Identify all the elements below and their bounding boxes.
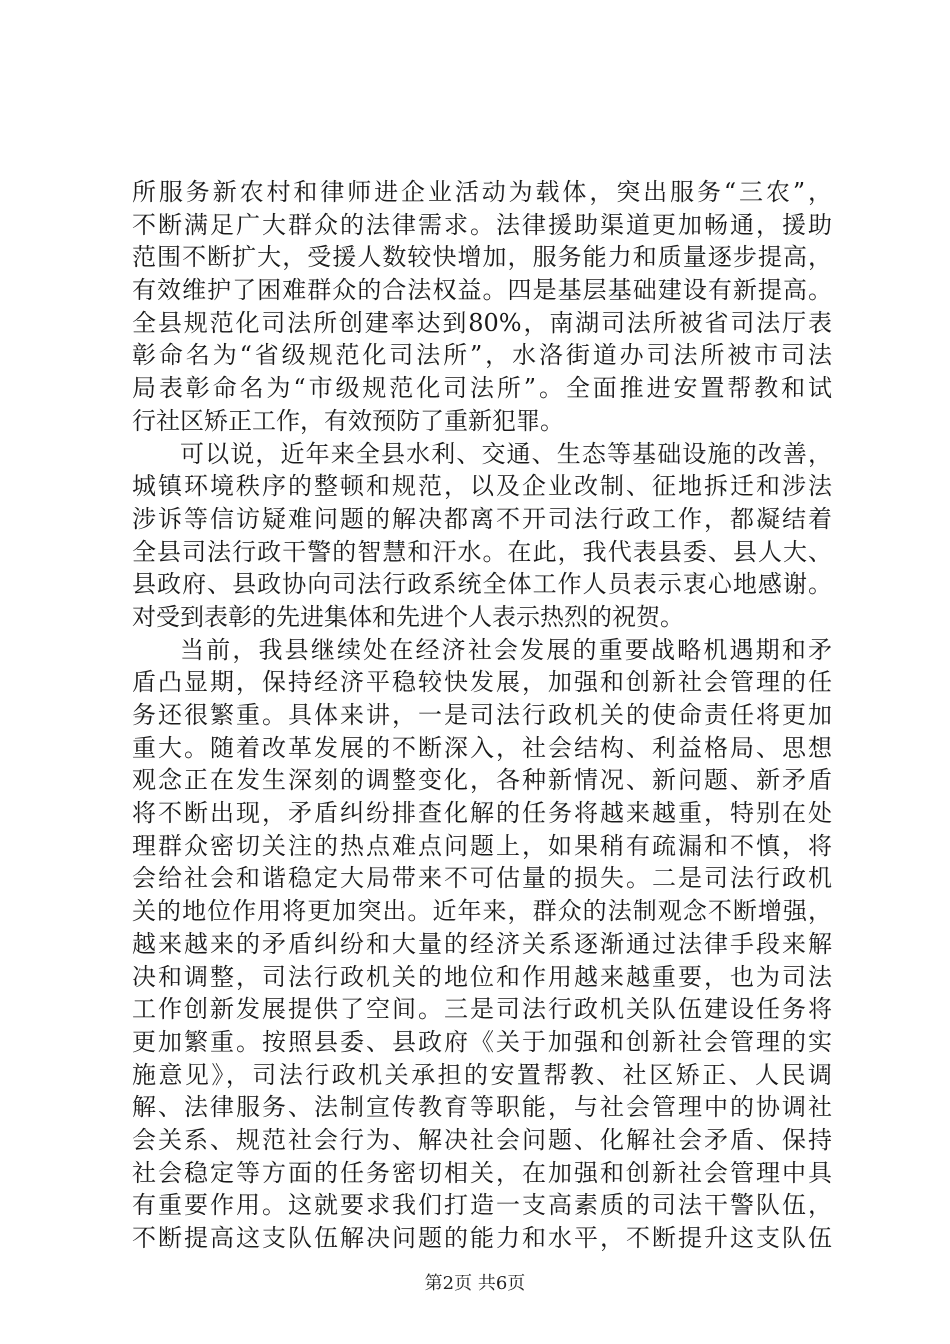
text-line: 涉诉等信访疑难问题的解决都离不开司法行政工作，都凝结着	[132, 504, 832, 533]
text-line: 越来越来的矛盾纠纷和大量的经济关系逐渐通过法律手段来解	[132, 929, 832, 958]
text-line: 不断提高这支队伍解决问题的能力和水平，不断提升这支队伍	[132, 1224, 832, 1252]
text-line: 务还很繁重。具体来讲，一是司法行政机关的使命责任将更加	[132, 701, 832, 729]
text-line: 工作创新发展提供了空间。三是司法行政机关队伍建设任务将	[132, 995, 832, 1024]
text-line: 全县规范化司法所创建率达到80%，南湖司法所被省司法厅表	[132, 308, 832, 337]
text-line: 当前，我县继续处在经济社会发展的重要战略机遇期和矛	[180, 635, 832, 664]
text-line: 更加繁重。按照县委、县政府《关于加强和创新社会管理的实	[132, 1027, 832, 1056]
text-line: 有重要作用。这就要求我们打造一支高素质的司法干警队伍，	[132, 1191, 832, 1220]
text-line: 不断满足广大群众的法律需求。法律援助渠道更加畅通，援助	[132, 210, 832, 239]
text-line: 县政府、县政协向司法行政系统全体工作人员表示衷心地感谢。	[132, 570, 832, 599]
text-line: 城镇环境秩序的整顿和规范，以及企业改制、征地拆迁和涉法	[132, 472, 832, 501]
text-line: 行社区矫正工作，有效预防了重新犯罪。	[132, 406, 564, 435]
text-line: 对受到表彰的先进集体和先进个人表示热烈的祝贺。	[132, 602, 684, 631]
text-line: 重大。随着改革发展的不断深入，社会结构、利益格局、思想	[132, 733, 832, 762]
text-line: 将不断出现，矛盾纠纷排查化解的任务将越来越重，特别在处	[132, 799, 832, 828]
text-line: 决和调整，司法行政机关的地位和作用越来越重要，也为司法	[132, 962, 832, 991]
text-line: 观念正在发生深刻的调整变化，各种新情况、新问题、新矛盾	[132, 766, 832, 795]
body-text	[132, 176, 832, 1255]
text-line: 关的地位作用将更加突出。近年来，群众的法制观念不断增强，	[132, 897, 832, 926]
text-line: 理群众密切关注的热点难点问题上，如果稍有疏漏和不慎，将	[132, 831, 832, 860]
text-line: 范围不断扩大，受援人数较快增加，服务能力和质量逐步提高，	[132, 243, 832, 272]
text-line: 盾凸显期，保持经济平稳较快发展，加强和创新社会管理的任	[132, 668, 832, 697]
text-line: 会给社会和谐稳定大局带来不可估量的损失。二是司法行政机	[132, 864, 832, 893]
text-line: 全县司法行政干警的智慧和汗水。在此，我代表县委、县人大、	[132, 537, 832, 566]
text-line: 局表彰命名为“市级规范化司法所”。全面推进安置帮教和试	[132, 374, 832, 403]
page-footer: 第2页 共6页	[424, 1273, 526, 1294]
text-line: 会关系、规范社会行为、解决社会问题、化解社会矛盾、保持	[132, 1125, 832, 1154]
text-line: 有效维护了困难群众的合法权益。四是基层基础建设有新提高。	[132, 276, 832, 305]
text-line: 施意见》，司法行政机关承担的安置帮教、社区矫正、人民调	[132, 1060, 832, 1089]
text-line: 彰命名为“省级规范化司法所”，水洛街道办司法所被市司法	[132, 341, 832, 370]
text-line: 可以说，近年来全县水利、交通、生态等基础设施的改善，	[180, 439, 832, 468]
text-line: 社会稳定等方面的任务密切相关，在加强和创新社会管理中具	[132, 1158, 832, 1187]
text-line: 解、法律服务、法制宣传教育等职能，与社会管理中的协调社	[132, 1093, 832, 1122]
text-line: 所服务新农村和律师进企业活动为载体，突出服务“三农”，	[132, 178, 832, 206]
